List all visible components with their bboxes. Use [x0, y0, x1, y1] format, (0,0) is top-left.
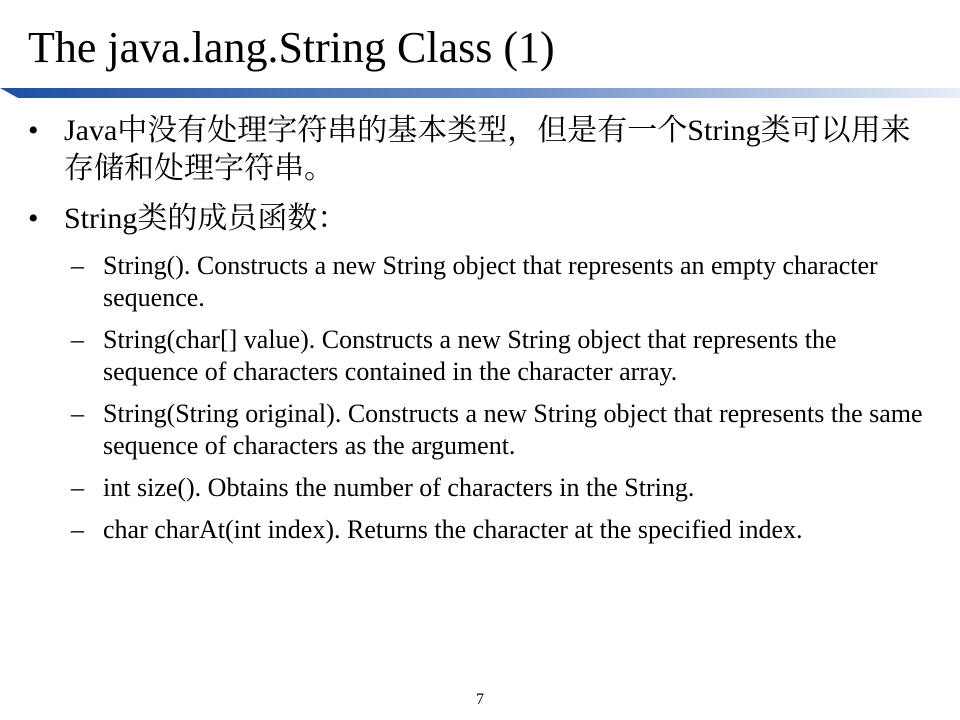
- header-divider-bar: [0, 88, 960, 98]
- sub-bullet-text: String(String original). Constructs a new String object that represents the same sequence of characters as the argument.: [103, 399, 923, 460]
- sub-bullet-list: [28, 250, 938, 546]
- sub-bullet-marker: –: [71, 515, 84, 544]
- bullet-marker: •: [28, 114, 39, 147]
- sub-bullet-text: int size(). Obtains the number of characters in the String.: [103, 473, 695, 502]
- sub-bullet-item: [28, 250, 938, 314]
- bullet-text: String类的成员函数：: [64, 202, 348, 235]
- sub-bullet-item: [28, 472, 938, 504]
- sub-bullet-marker: –: [71, 473, 84, 502]
- bullet-list: [28, 112, 938, 556]
- bullet-item: [28, 200, 938, 238]
- sub-bullet-text: char charAt(int index). Returns the character at the specified index.: [103, 515, 803, 544]
- sub-bullet-marker: –: [71, 251, 84, 280]
- slide-title: The java.lang.String Class (1): [28, 23, 555, 72]
- sub-bullet-item: [28, 324, 938, 388]
- bullet-marker: •: [28, 202, 39, 235]
- page-number: 7: [476, 691, 484, 708]
- sub-bullet-marker: –: [71, 325, 84, 354]
- bullet-text: Java中没有处理字符串的基本类型，但是有一个String类可以用来存储和处理字符串。: [64, 114, 911, 185]
- sub-bullet-item: [28, 514, 938, 546]
- sub-bullet-text: String(). Constructs a new String object that represents an empty character sequence.: [103, 251, 878, 312]
- sub-bullet-text: String(char[] value). Constructs a new String object that represents the sequence of characters contained in the character array.: [103, 325, 837, 386]
- sub-bullet-item: [28, 398, 938, 462]
- header-bar-shape: [0, 88, 960, 98]
- bullet-item: [28, 112, 938, 188]
- sub-bullet-marker: –: [71, 399, 84, 428]
